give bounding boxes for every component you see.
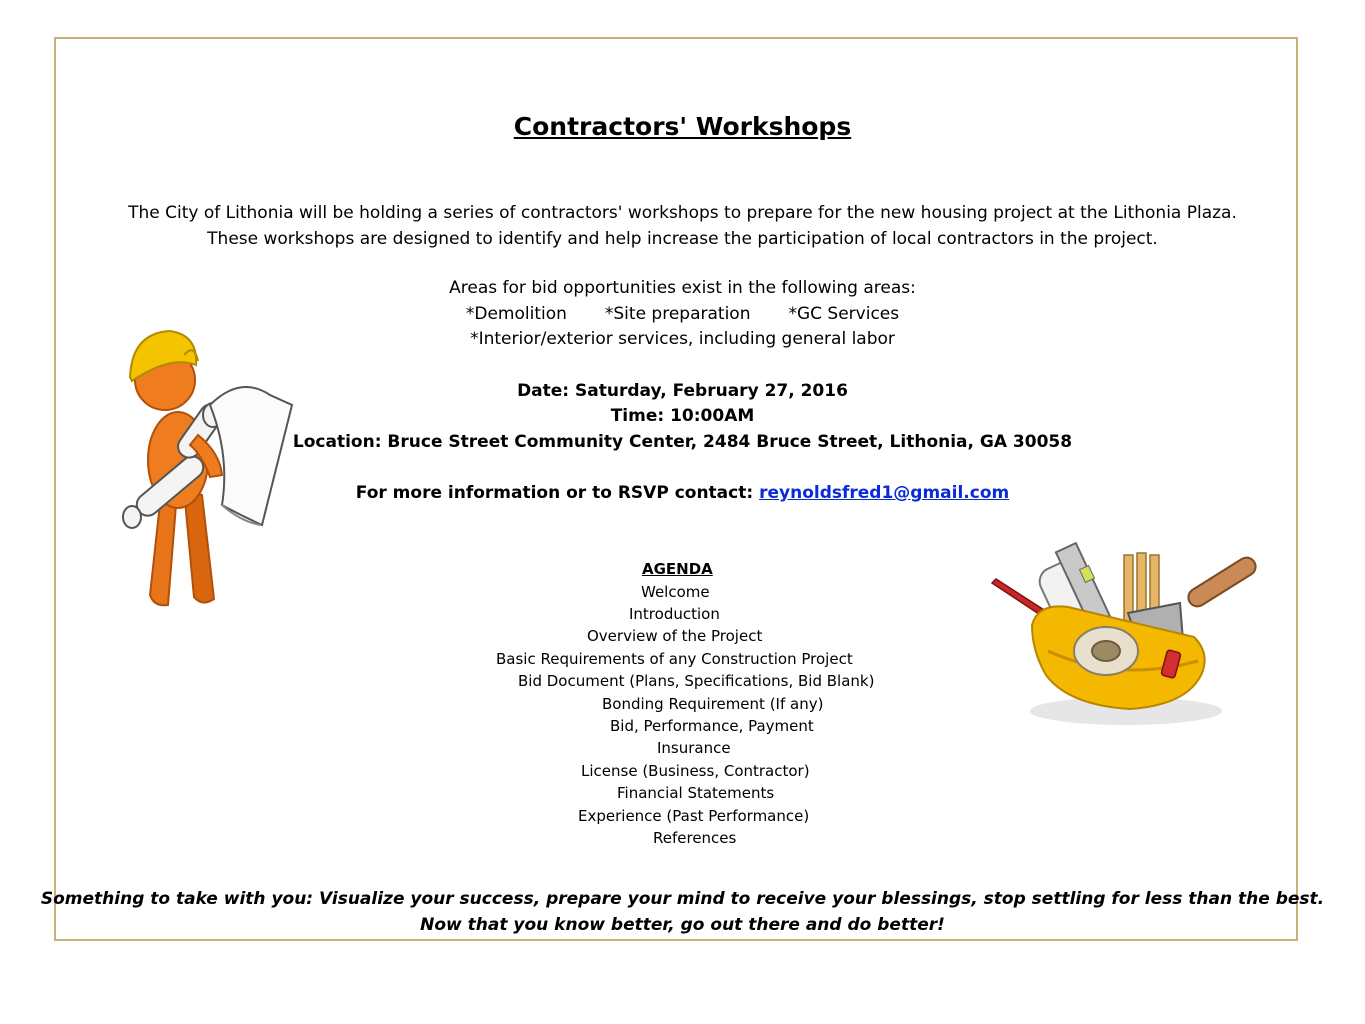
agenda-heading: AGENDA <box>642 560 713 578</box>
agenda-item: Financial Statements <box>617 784 775 802</box>
closing-line-1: Something to take with you: Visualize your success, prepare your mind to receive your blessings, stop settling for less than the best. <box>40 889 1325 909</box>
area-interior-exterior: *Interior/exterior services, including general labor <box>470 329 895 349</box>
agenda-item: Introduction <box>629 605 720 623</box>
contact-prefix: For more information or to RSVP contact: <box>355 483 754 503</box>
agenda-item: Experience (Past Performance) <box>578 807 810 825</box>
areas-heading: Areas for bid opportunities exist in the following areas: <box>449 278 916 298</box>
intro-line-1: The City of Lithonia will be holding a series of contractors' workshops to prepare for the new housing project at the Lithonia Plaza. <box>128 203 1237 223</box>
agenda-item: References <box>653 829 737 847</box>
contact-email-link[interactable]: reynoldsfred1@gmail.com <box>759 483 1010 503</box>
intro-line-2: These workshops are designed to identify and help increase the participation of local contractors in the project. <box>207 229 1158 249</box>
agenda-item: Bid Document (Plans, Specifications, Bid Blank) <box>518 672 875 690</box>
agenda-item: Basic Requirements of any Construction Project <box>496 650 853 668</box>
event-location: Location: Bruce Street Community Center, 2484 Bruce Street, Lithonia, GA 30058 <box>292 432 1073 452</box>
hard-hat-tools-illustration <box>988 533 1262 733</box>
construction-worker-illustration <box>110 325 300 615</box>
area-site-preparation: *Site preparation <box>604 304 751 324</box>
agenda-item: Overview of the Project <box>587 627 763 645</box>
event-date: Date: Saturday, February 27, 2016 <box>517 381 848 401</box>
areas-list-row <box>0 304 1365 324</box>
flyer-title: Contractors' Workshops <box>513 112 852 141</box>
area-demolition: *Demolition <box>465 304 567 324</box>
agenda-item: License (Business, Contractor) <box>581 762 810 780</box>
area-gc-services: *GC Services <box>788 304 900 324</box>
agenda-item: Bid, Performance, Payment <box>610 717 814 735</box>
event-time: Time: 10:00AM <box>610 406 755 426</box>
agenda-item: Insurance <box>657 739 731 757</box>
agenda-item: Bonding Requirement (If any) <box>602 695 824 713</box>
agenda-item: Welcome <box>641 583 710 601</box>
closing-line-2: Now that you know better, go out there and do better! <box>420 915 945 935</box>
